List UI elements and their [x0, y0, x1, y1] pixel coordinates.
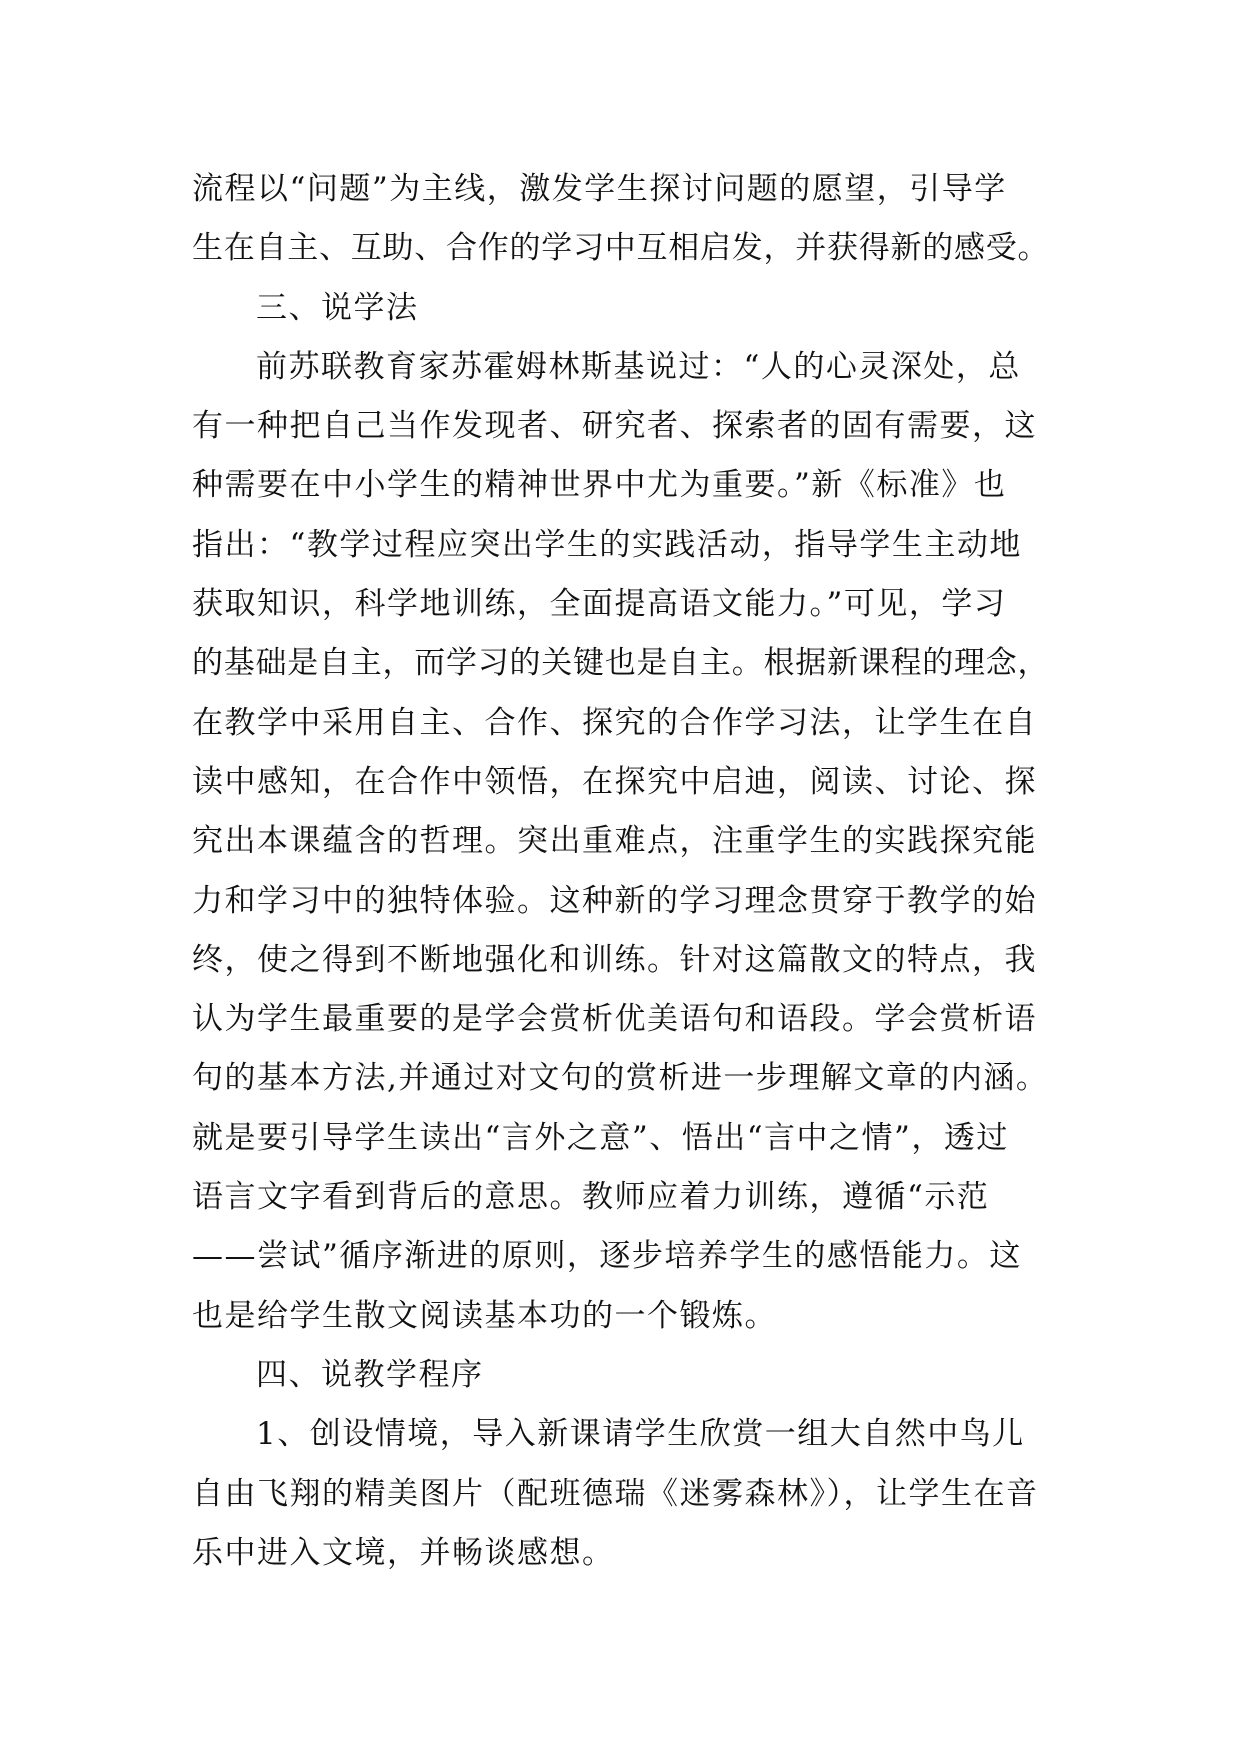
text-line: 种需要在中小学生的精神世界中尤为重要。”新《标准》也	[192, 467, 1007, 504]
text-line: 自由飞翔的精美图片（配班德瑞《迷雾森林》），让学生在音	[192, 1475, 1039, 1512]
text-line: 就是要引导学生读出“言外之意”、悟出“言中之情”，透过	[192, 1119, 1009, 1156]
text-line: 力和学习中的独特体验。这种新的学习理念贯穿于教学的始	[192, 882, 1037, 919]
text-line: 终，使之得到不断地强化和训练。针对这篇散文的特点，我	[192, 941, 1037, 978]
text-line: 句的基本方法,并通过对文句的赏析进一步理解文章的内涵。	[192, 1060, 1049, 1097]
section-heading: 三、说学法	[256, 289, 419, 326]
text-line: 在教学中采用自主、合作、探究的合作学习法，让学生在自	[192, 704, 1037, 741]
text-line: 流程以“问题”为主线，激发学生探讨问题的愿望，引导学	[192, 171, 1007, 207]
text-line: 有一种把自己当作发现者、研究者、探索者的固有需要，这	[192, 408, 1037, 445]
text-line: 前苏联教育家苏霍姆林斯基说过：“人的心灵深处，总	[256, 348, 1021, 385]
document-body	[192, 160, 1052, 1583]
text-line: 读中感知，在合作中领悟，在探究中启迪，阅读、讨论、探	[192, 763, 1037, 800]
text-line: 的基础是自主，而学习的关键也是自主。根据新课程的理念，	[192, 645, 1050, 682]
text-line: 生在自主、互助、合作的学习中互相启发，并获得新的感受。	[192, 230, 1050, 267]
text-line: 语言文字看到背后的意思。教师应着力训练，遵循“示范	[192, 1179, 990, 1216]
text-line: 认为学生最重要的是学会赏析优美语句和语段。学会赏析语	[192, 1001, 1037, 1038]
section-heading: 四、说教学程序	[256, 1356, 484, 1393]
text-line: 也是给学生散文阅读基本功的一个锻炼。	[192, 1297, 777, 1334]
text-line: 乐中进入文境，并畅谈感想。	[192, 1534, 615, 1571]
text-line: 获取知识，科学地训练，全面提高语文能力。”可见，学习	[192, 586, 1007, 623]
text-line: 指出：“教学过程应突出学生的实践活动，指导学生主动地	[192, 526, 1022, 563]
text-line: 1、创设情境，导入新课请学生欣赏一组大自然中鸟儿	[256, 1416, 1025, 1453]
text-line: ——尝试”循序渐进的原则，逐步培养学生的感悟能力。这	[192, 1238, 1022, 1275]
text-line: 究出本课蕴含的哲理。突出重难点，注重学生的实践探究能	[192, 823, 1037, 860]
